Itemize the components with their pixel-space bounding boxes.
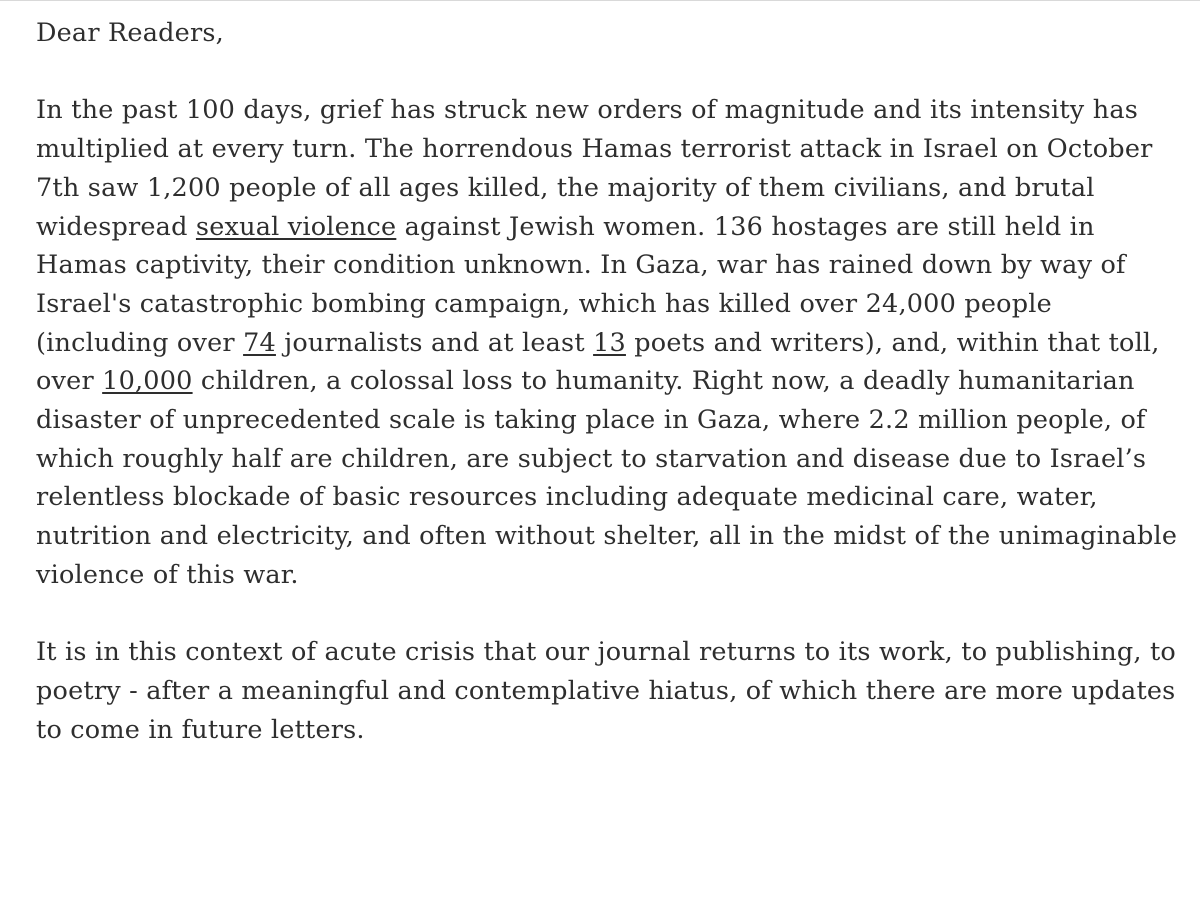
paragraph-1 [36, 91, 1186, 594]
paragraph-1-text-4: poets and writers), and, within that toll, over [36, 327, 1160, 397]
paragraph-1-text-5: children, a colossal loss to humanity. Right now, a deadly humanitarian disaster of unprecedented scale is taking place in Gaza, where 2.2 million people, of which roughly half are children, are subject to starvation and disease due to Israel’s relentless blockade of basic resources including adequate medicinal care, water, nutrition and electricity, and often without shelter, all in the midst of the unimaginable violence of this war. [36, 366, 1178, 590]
link-13-poets[interactable]: 13 [593, 327, 626, 358]
link-sexual-violence[interactable]: sexual violence [195, 211, 397, 242]
paragraph-1-text-1: In the past 100 days, grief has struck new orders of magnitude and its intensity has multiplied at every turn. The horrendous Hamas terrorist attack in Israel on October 7th saw 1,200 people of all ages killed, the majority of them civilians, and brutal widespread [36, 95, 1153, 242]
link-10000-children[interactable]: 10,000 [102, 366, 193, 397]
paragraph-2: It is in this context of acute crisis that our journal returns to its work, to publishing, to poetry - after a meaningful and contemplative hiatus, of which there are more updates to come in future letters. [36, 637, 1176, 745]
link-74-journalists[interactable]: 74 [243, 327, 276, 358]
top-divider [0, 0, 1200, 5]
letter-body [36, 14, 1186, 749]
paragraph-1-text-3: journalists and at least [275, 327, 594, 358]
letter-greeting: Dear Readers, [36, 18, 224, 48]
paragraph-1-text-2: against Jewish women. 136 hostages are still held in Hamas captivity, their condition unknown. In Gaza, war has rained down by way of Israel's catastrophic bombing campaign, which has killed over 24,000 people (including over [36, 211, 1126, 358]
